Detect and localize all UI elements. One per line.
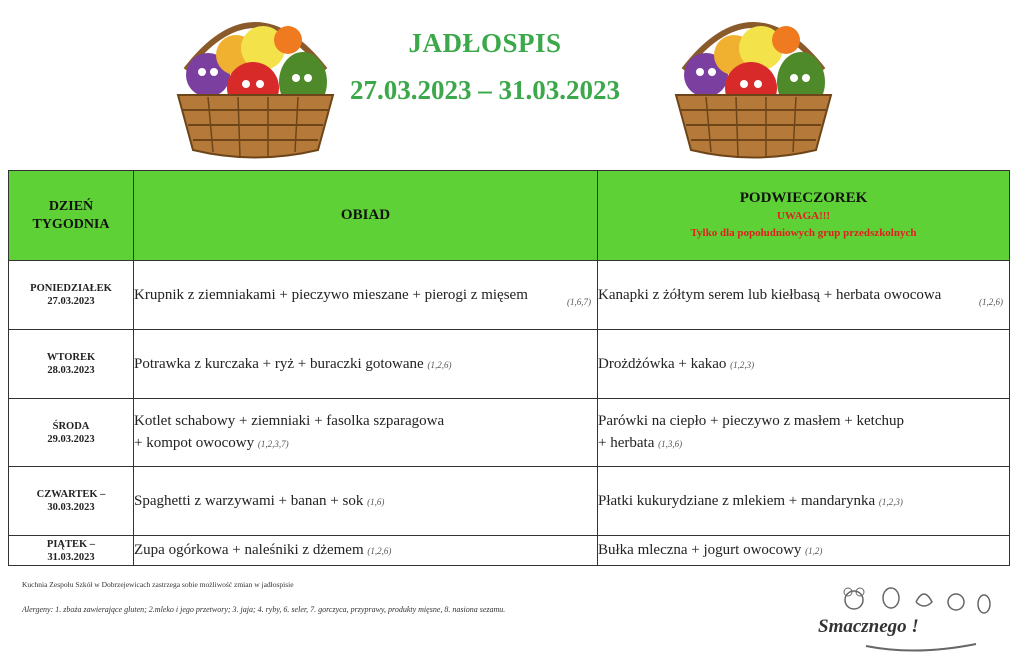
podwieczorek-cell: Płatki kukurydziane z mlekiem + mandarynka (1,2,3) <box>598 467 1010 536</box>
day-cell: PONIEDZIAŁEK 27.03.2023 <box>9 261 134 330</box>
allergen-codes: (1,6) <box>367 496 385 507</box>
title-block <box>300 28 670 106</box>
smacznego-logo <box>806 582 1006 656</box>
page-title: JADŁOSPIS <box>408 28 562 58</box>
obiad-cell: Krupnik z ziemniakami + pieczywo mieszane + pierogi z mięsem (1,6,7) <box>134 261 598 330</box>
day-cell: CZWARTEK – 30.03.2023 <box>9 467 134 536</box>
podwieczorek-cell: Kanapki z żółtym serem lub kiełbasą + herbata owocowa (1,2,6) <box>598 261 1010 330</box>
allergen-codes: (1,2,3,7) <box>257 439 289 449</box>
header-podwieczorek: PODWIECZOREK UWAGA!!! Tylko dla popołudniowych grup przedszkolnych <box>598 171 1010 261</box>
header-obiad: OBIAD <box>134 171 598 261</box>
allergen-codes: (1,2,6) <box>367 546 392 556</box>
logo-text: Smacznego ! <box>818 616 919 637</box>
allergen-codes: (1,2) <box>805 546 823 556</box>
header-day: DZIEŃ TYGODNIA <box>9 171 134 261</box>
vegetable-basket-image-right <box>666 0 841 162</box>
kitchen-note: Kuchnia Zespołu Szkół w Dobrzejewicach zastrzega sobie możliwość zmian w jadłospisie <box>22 580 294 589</box>
warning-label: UWAGA!!! <box>776 210 831 222</box>
podwieczorek-cell: Drożdżówka + kakao (1,2,3) <box>598 330 1010 399</box>
table-row <box>9 399 1010 467</box>
day-cell: WTOREK 28.03.2023 <box>9 330 134 399</box>
podwieczorek-cell: Parówki na ciepło + pieczywo z masłem + ketchup + herbata (1,3,6) <box>598 399 1010 467</box>
table-row <box>9 330 1010 399</box>
obiad-cell: Potrawka z kurczaka + ryż + buraczki gotowane (1,2,6) <box>134 330 598 399</box>
obiad-cell: Zupa ogórkowa + naleśniki z dżemem (1,2,6) <box>134 536 598 566</box>
table-header-row <box>9 171 1010 261</box>
allergen-codes: (1,3,6) <box>658 439 683 449</box>
date-range: 27.03.2023 – 31.03.2023 <box>350 75 620 105</box>
obiad-cell: Kotlet schabowy + ziemniaki + fasolka szparagowa + kompot owocowy (1,2,3,7) <box>134 399 598 467</box>
podwieczorek-cell: Bułka mleczna + jogurt owocowy (1,2) <box>598 536 1010 566</box>
obiad-cell: Spaghetti z warzywami + banan + sok (1,6) <box>134 467 598 536</box>
allergen-codes: (1,6,7) <box>567 297 591 307</box>
menu-table <box>8 170 1010 566</box>
allergen-codes: (1,2,3) <box>730 359 755 370</box>
allergen-codes: (1,2,6) <box>427 359 452 370</box>
warning-note: Tylko dla popołudniowych grup przedszkolnych <box>690 227 917 239</box>
allergen-legend: Alergeny: 1. zboża zawierające gluten; 2.mleko i jego przetwory; 3. jaja; 4. ryby, 6. seler, 7. gorczyca, przyprawy, produkty mięsne, 8. nasiona sezamu. <box>22 605 506 614</box>
day-cell: PIĄTEK – 31.03.2023 <box>9 536 134 566</box>
table-row <box>9 536 1010 566</box>
allergen-codes: (1,2,6) <box>979 297 1003 307</box>
table-row <box>9 467 1010 536</box>
allergen-codes: (1,2,3) <box>878 496 903 507</box>
table-row <box>9 261 1010 330</box>
day-cell: ŚRODA 29.03.2023 <box>9 399 134 467</box>
